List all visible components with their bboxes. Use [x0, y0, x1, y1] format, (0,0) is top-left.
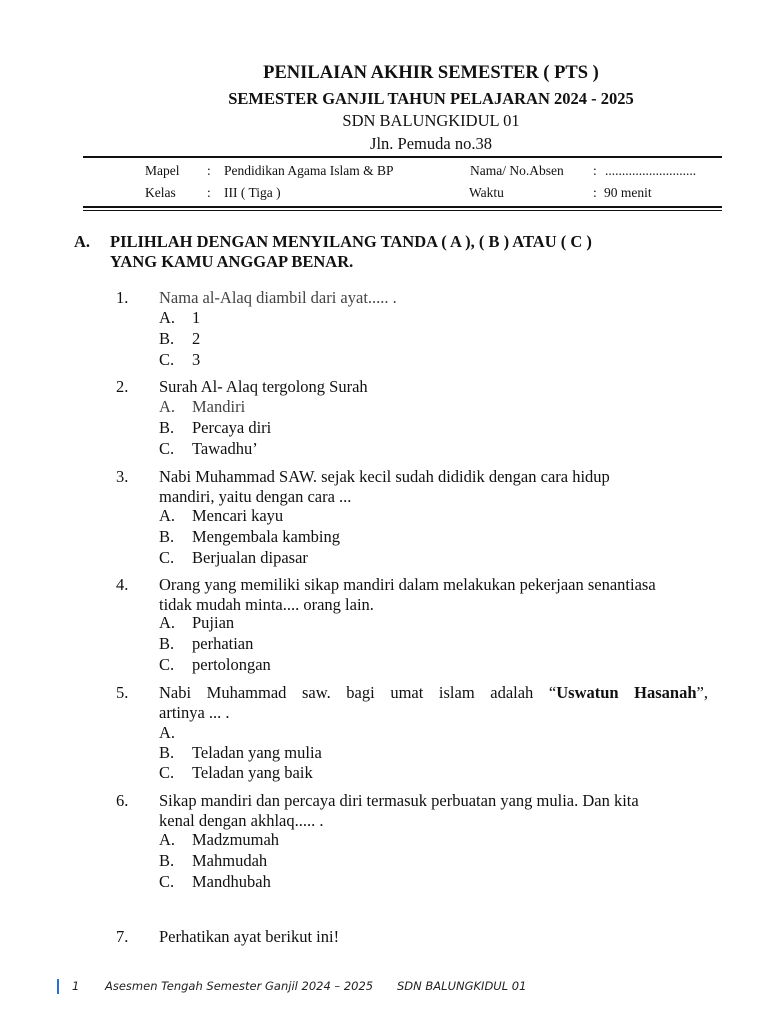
option-c[interactable] — [159, 872, 271, 892]
section-instruction-line1: PILIHLAH DENGAN MENYILANG TANDA ( A ), ( B ) ATAU ( C ) — [110, 232, 592, 251]
kelas-colon: : — [207, 185, 211, 200]
option-b[interactable] — [159, 743, 322, 763]
option-letter: C. — [159, 655, 175, 674]
option-letter: A. — [159, 830, 176, 849]
divider-bottom — [83, 206, 722, 208]
option-text: Berjualan dipasar — [192, 548, 308, 567]
question-number: 5. — [116, 683, 129, 702]
question-stem-line1: Orang yang memiliki sikap mandiri dalam melakukan pekerjaan senantiasa — [159, 575, 656, 594]
option-letter: B. — [159, 743, 175, 762]
question-stem-post: ”, — [696, 683, 708, 702]
option-text: Pujian — [192, 613, 235, 632]
divider-top — [83, 156, 722, 158]
question-stem-line2: tidak mudah minta.... orang lain. — [159, 595, 374, 614]
footer-school: SDN BALUNGKIDUL 01 — [397, 979, 527, 993]
section-instruction — [110, 232, 670, 272]
option-a[interactable] — [159, 723, 192, 743]
school-address: Jln. Pemuda no.38 — [370, 134, 492, 153]
nama-label: Nama/ No.Absen — [470, 163, 564, 178]
question-stem: Surah Al- Alaq tergolong Surah — [159, 377, 368, 396]
option-text: perhatian — [192, 634, 254, 653]
option-b[interactable] — [159, 527, 340, 547]
option-letter: C. — [159, 439, 175, 458]
question-stem-line1: Nabi Muhammad SAW. sejak kecil sudah dididik dengan cara hidup — [159, 467, 610, 486]
question-stem-line1: Sikap mandiri dan percaya diri termasuk perbuatan yang mulia. Dan kita — [159, 791, 639, 810]
question-number: 7. — [116, 927, 129, 946]
option-a[interactable] — [159, 397, 245, 417]
option-text: Teladan yang mulia — [192, 743, 322, 762]
option-text: Mandhubah — [192, 872, 271, 891]
option-c[interactable] — [159, 655, 271, 675]
option-text: Mahmudah — [192, 851, 268, 870]
question-number: 4. — [116, 575, 129, 594]
option-a[interactable] — [159, 613, 234, 633]
option-c[interactable] — [159, 548, 308, 568]
nama-colon: : — [593, 163, 597, 178]
question-stem — [159, 575, 708, 615]
question-number: 3. — [116, 467, 129, 486]
option-letter: A. — [159, 397, 176, 416]
question-stem — [159, 683, 708, 723]
option-text: Mandiri — [192, 397, 246, 416]
option-letter: A. — [159, 308, 176, 327]
option-letter: B. — [159, 418, 175, 437]
waktu-value: 90 menit — [604, 185, 652, 200]
page-title: PENILAIAN AKHIR SEMESTER ( PTS ) — [263, 63, 599, 83]
mapel-value: Pendidikan Agama Islam & BP — [224, 163, 394, 178]
option-text: Mencari kayu — [192, 506, 284, 525]
option-text: 3 — [192, 350, 201, 369]
option-letter: C. — [159, 350, 175, 369]
option-b[interactable] — [159, 634, 253, 654]
option-text: Tawadhu’ — [192, 439, 258, 458]
footer-text: Asesmen Tengah Semester Ganjil 2024 – 2025 — [105, 979, 374, 993]
option-b[interactable] — [159, 418, 271, 438]
section-instruction-line2: YANG KAMU ANGGAP BENAR. — [110, 252, 354, 271]
option-text: Madzmumah — [192, 830, 280, 849]
option-letter: A. — [159, 723, 176, 742]
page-footer — [0, 979, 768, 995]
school-name: SDN BALUNGKIDUL 01 — [342, 111, 520, 130]
option-letter: B. — [159, 527, 175, 546]
mapel-colon: : — [207, 163, 211, 178]
option-text: 2 — [192, 329, 201, 348]
question-stem: Nama al-Alaq diambil dari ayat..... . — [159, 288, 397, 307]
option-c[interactable] — [159, 350, 200, 370]
question-stem-bold: Uswatun Hasanah — [556, 683, 697, 702]
kelas-label: Kelas — [145, 185, 176, 200]
question-stem-line2: artinya ... . — [159, 703, 230, 722]
question-stem — [159, 467, 708, 507]
option-letter: A. — [159, 613, 176, 632]
kelas-value: III ( Tiga ) — [224, 185, 281, 200]
question-stem — [159, 791, 708, 831]
waktu-colon: : — [593, 185, 597, 200]
question-number: 1. — [116, 288, 129, 307]
option-c[interactable] — [159, 439, 258, 459]
divider-bottom-thin — [83, 210, 722, 211]
option-a[interactable] — [159, 830, 279, 850]
nama-value: ........................... — [605, 163, 697, 178]
question-stem: Perhatikan ayat berikut ini! — [159, 927, 340, 946]
option-letter: B. — [159, 329, 175, 348]
option-c[interactable] — [159, 763, 313, 783]
option-text: Teladan yang baik — [192, 763, 313, 782]
question-number: 2. — [116, 377, 129, 396]
question-stem-line2: mandiri, yaitu dengan cara ... — [159, 487, 352, 506]
option-letter: C. — [159, 548, 175, 567]
option-text: pertolongan — [192, 655, 271, 674]
footer-bar — [57, 979, 59, 994]
waktu-label: Waktu — [469, 185, 504, 200]
option-text: Percaya diri — [192, 418, 272, 437]
option-letter: A. — [159, 506, 176, 525]
mapel-label: Mapel — [145, 163, 180, 178]
option-letter: C. — [159, 763, 175, 782]
question-number: 6. — [116, 791, 129, 810]
option-a[interactable] — [159, 506, 283, 526]
option-a[interactable] — [159, 308, 200, 328]
option-b[interactable] — [159, 329, 200, 349]
option-b[interactable] — [159, 851, 267, 871]
section-letter: A. — [74, 232, 91, 251]
page-number: 1 — [72, 979, 80, 993]
option-letter: B. — [159, 634, 175, 653]
question-stem-line1 — [159, 683, 708, 703]
option-letter: C. — [159, 872, 175, 891]
option-letter: B. — [159, 851, 175, 870]
option-text: Mengembala kambing — [192, 527, 341, 546]
option-text: 1 — [192, 308, 201, 327]
question-stem-line2: kenal dengan akhlaq..... . — [159, 811, 324, 830]
page-subtitle: SEMESTER GANJIL TAHUN PELAJARAN 2024 - 2025 — [228, 89, 634, 108]
question-stem-pre: Nabi Muhammad saw. bagi umat islam adalah “ — [159, 683, 557, 702]
